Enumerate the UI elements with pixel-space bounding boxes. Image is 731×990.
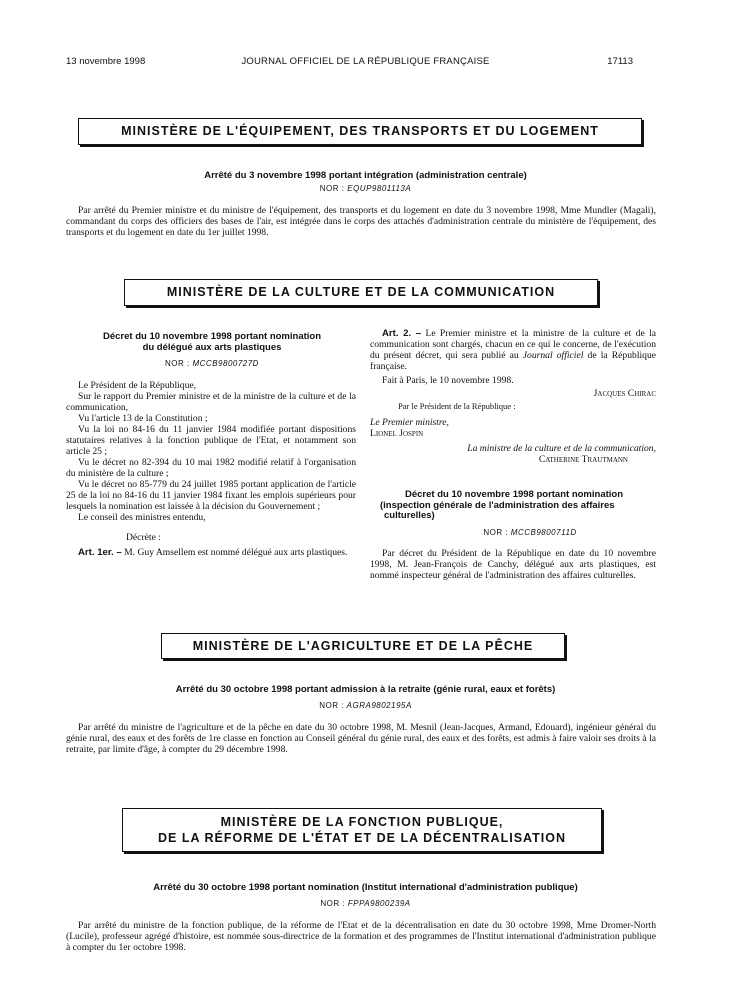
signature-president: Jacques Chirac bbox=[593, 388, 656, 399]
journal-officiel: Journal officiel bbox=[522, 350, 584, 361]
nor-reference bbox=[0, 701, 731, 710]
nor-reference bbox=[370, 528, 690, 537]
nor-label: NOR : bbox=[483, 528, 509, 537]
ministry-name: MINISTÈRE DE L'AGRICULTURE ET DE LA PÊCHE bbox=[192, 639, 534, 653]
nor-code: AGRA9802195A bbox=[346, 701, 412, 710]
decret-2-body bbox=[370, 548, 656, 581]
decret-paragraph: Le conseil des ministres entendu, bbox=[78, 512, 206, 523]
decret-2-title-line: culturelles) bbox=[384, 510, 435, 521]
nor-code: FPPA9800239A bbox=[347, 899, 411, 908]
ministry-name: MINISTÈRE DE L'ÉQUIPEMENT, DES TRANSPORTS ET DU LOGEMENT bbox=[121, 124, 599, 138]
ministry-heading-agriculture bbox=[161, 633, 565, 659]
decret-paragraph: Vu le décret no 85-779 du 24 juillet 1985 portant application de l'article 25 de la loi no 84-16 du 11 janvier 1984 fixant les emplois supérieurs pour lesquels la nomination est laissée à la décision du Gouvernement ; bbox=[66, 479, 356, 512]
nor-label: NOR : bbox=[319, 184, 345, 193]
arrete-title: Arrêté du 30 octobre 1998 portant admission à la retraite (génie rural, eaux et forêts) bbox=[175, 684, 556, 695]
decret-paragraph: Le Président de la République, bbox=[78, 380, 197, 391]
ministry-name-line: DE LA RÉFORME DE L'ÉTAT ET DE LA DÉCENTRALISATION bbox=[158, 831, 566, 845]
decret-2-title-line: Décret du 10 novembre 1998 portant nomination bbox=[404, 489, 624, 500]
arrete-title: Arrêté du 3 novembre 1998 portant intégration (administration centrale) bbox=[204, 170, 527, 181]
ministre-name: Catherine Trautmann bbox=[538, 454, 628, 465]
ministry-name: MINISTÈRE DE LA CULTURE ET DE LA COMMUNICATION bbox=[166, 285, 556, 299]
nor-label: NOR : bbox=[319, 701, 344, 710]
header-title: JOURNAL OFFICIEL DE LA RÉPUBLIQUE FRANÇAISE bbox=[241, 56, 490, 67]
arrete-body: Par arrêté du ministre de la fonction publique, de la réforme de l'Etat et de la décentralisation en date du 30 octobre 1998, Mme Dromer-North (Lucile), professeur agrégé d'histoire, est nommée sous-directrice de la formation et des programmes de l'Institut international d'administration publique à compter du 1er octobre 1998. bbox=[66, 920, 656, 953]
fait-a-paris: Fait à Paris, le 10 novembre 1998. bbox=[382, 375, 514, 386]
decret-paragraph: Vu la loi no 84-16 du 11 janvier 1984 modifiée portant dispositions statutaires relatives à la fonction publique de l'Etat, et notamment son article 25 ; bbox=[66, 424, 356, 457]
decrete-label: Décrète : bbox=[126, 532, 161, 543]
ministry-heading-fonction-publique bbox=[122, 808, 602, 852]
decret-title-line: du délégué aux arts plastiques bbox=[142, 342, 282, 353]
nor-reference bbox=[66, 359, 358, 368]
premier-ministre-title: Le Premier ministre, bbox=[370, 417, 449, 428]
header-page-number: 17113 bbox=[607, 56, 633, 67]
arrete-title: Arrêté du 30 octobre 1998 portant nomination (Institut international d'administration publique) bbox=[153, 882, 578, 893]
decret-paragraph: Vu le décret no 82-394 du 10 mai 1982 modifié relatif à l'organisation du ministère de la culture ; bbox=[66, 457, 356, 479]
decret-2-paragraph: Par décret du Président de la République en date du 10 novembre 1998, M. Jean-François de Canchy, délégué aux arts plastiques, est nommé inspecteur général de l'administration des affaires culturelles. bbox=[370, 548, 656, 581]
header-date: 13 novembre 1998 bbox=[66, 56, 146, 67]
ministry-name-line: MINISTÈRE DE LA FONCTION PUBLIQUE, bbox=[220, 815, 504, 829]
nor-reference bbox=[0, 184, 731, 193]
nor-code: MCCB9800711D bbox=[510, 528, 577, 537]
arrete-body: Par arrêté du Premier ministre et du ministre de l'équipement, des transports et du logement en date du 3 novembre 1998, Mme Mundler (Magali), commandant du corps des officiers des bases de l'air, est intégrée dans le corps des attachés d'administration centrale du ministère de l'équipement, des transports et du logement en date du 1er juillet 1998. bbox=[66, 205, 656, 238]
nor-label: NOR : bbox=[320, 899, 346, 908]
nor-code: MCCB9800727D bbox=[192, 359, 259, 368]
par-le-president: Par le Président de la République : bbox=[398, 401, 516, 411]
article-2-label: Art. 2. – bbox=[382, 328, 422, 339]
ministry-heading-culture bbox=[124, 279, 598, 306]
decret-body bbox=[66, 380, 356, 558]
ministry-heading-equipement bbox=[78, 118, 642, 145]
ministre-title: La ministre de la culture et de la communication, bbox=[467, 443, 656, 454]
nor-label: NOR : bbox=[165, 359, 190, 368]
decret-title-line: Décret du 10 novembre 1998 portant nomination bbox=[102, 331, 322, 342]
article-1-text: M. Guy Amsellem est nommé délégué aux arts plastiques. bbox=[124, 547, 348, 558]
decret-2-title bbox=[370, 490, 658, 522]
nor-code: EQUP9801113A bbox=[347, 184, 412, 193]
decret-paragraph: Vu l'article 13 de la Constitution ; bbox=[78, 413, 208, 424]
article-1 bbox=[66, 547, 356, 558]
nor-reference bbox=[0, 899, 731, 908]
article-2-text: Le Premier ministre et la ministre de la culture et de la communication sont chargés, chacun en ce qui le concerne, de l'exécution du présent décret, qui sera publié au bbox=[370, 328, 656, 361]
decret-2-title-line: (inspection générale de l'administration des affaires bbox=[380, 499, 615, 511]
decret-continuation bbox=[370, 328, 656, 465]
decret-title bbox=[66, 331, 358, 353]
article-2 bbox=[370, 328, 656, 372]
article-1-label: Art. 1er. – bbox=[78, 547, 122, 558]
decret-paragraph: Sur le rapport du Premier ministre et de la ministre de la culture et de la communication, bbox=[66, 391, 356, 413]
premier-ministre-name: Lionel Jospin bbox=[370, 428, 424, 439]
article-2-end: de la République française. bbox=[370, 350, 657, 372]
arrete-body: Par arrêté du ministre de l'agriculture et de la pêche en date du 30 octobre 1998, M. Mesnil (Jean-Jacques, Armand, Edouard), ingénieur général du génie rural, des eaux et des forêts de 1re classe en fonction au Conseil général du génie rural, des eaux et des forêts, est admis à faire valoir ses droits à la retraite, par limite d'âge, à compter du 29 décembre 1998. bbox=[66, 722, 656, 755]
